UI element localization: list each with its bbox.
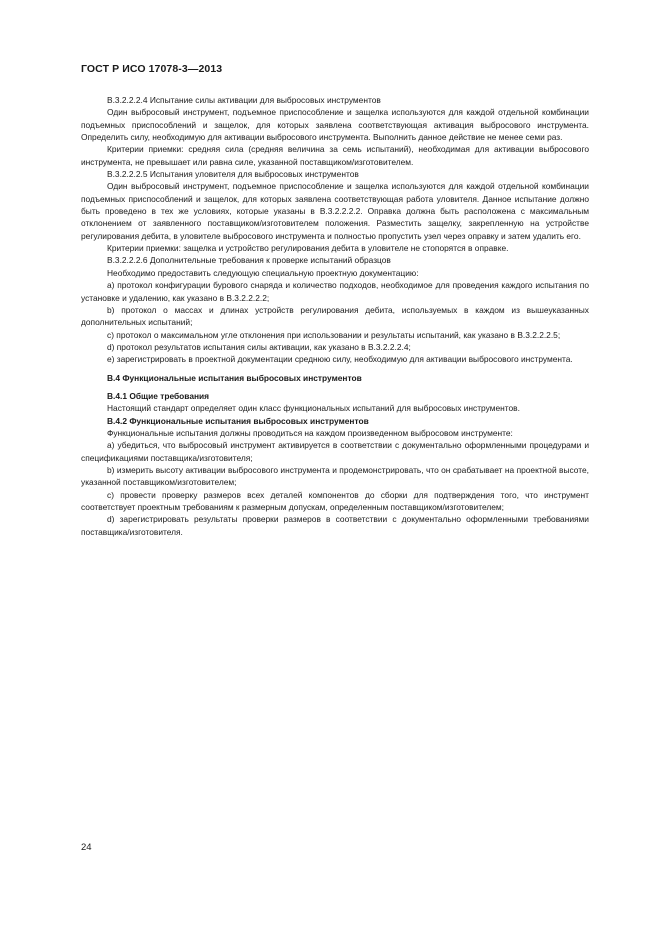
document-header: ГОСТ Р ИСО 17078-3—2013	[81, 63, 223, 75]
list-item: e) зарегистрировать в проектной документации среднюю силу, необходимую для активации выбросового инструмента.	[107, 354, 573, 365]
list-item: b) протокол о массах и длинах устройств регулирования дебита, используемых в каждом из вышеуказанных дополнительных испытаний;	[81, 304, 589, 328]
paragraph: Настоящий стандарт определяет один класс функциональных испытаний для выбросовых инструментов.	[107, 403, 520, 414]
list-item: c) провести проверку размеров всех деталей компонентов до сборки для подтверждения того, что инструмент соответствует проектным требованиям к размерным допускам, определенным поставщиком/изготовителем;	[81, 489, 589, 512]
paragraph: Критерии приемки: защелка и устройство регулирования дебита в уловителе не стопорятся в оправке.	[107, 243, 509, 254]
paragraph: Один выбросовый инструмент, подъемное приспособление и защелка используются для каждой отдельной комбинации подъемных приспособлений и защелок, для которых заявлена соответствующая активация выбросового инструмента. Определить силу, необходимую для активации выбросового инструмента. Выполнить данное действие не менее семи раз.	[81, 107, 589, 143]
paragraph: Функциональные испытания должны проводиться на каждом произведенном выбросовом инструменте:	[107, 427, 513, 438]
section-heading-b4: В.4 Функциональные испытания выбросовых инструментов	[107, 372, 362, 383]
document-body	[81, 94, 589, 538]
subsection-heading-b42: В.4.2 Функциональные испытания выбросовых инструментов	[107, 415, 369, 426]
clause-title-b32226: В.3.2.2.2.6 Дополнительные требования к проверке испытаний образцов	[107, 255, 391, 266]
list-item: а) убедиться, что выбросовый инструмент активируется в соответствии с документально оформленными процедурами и спецификациями поставщика/изготовителя;	[81, 440, 589, 463]
list-item: d) протокол результатов испытания силы активации, как указано в В.3.2.2.2.4;	[107, 341, 411, 352]
paragraph: Необходимо предоставить следующую специальную проектную документацию:	[107, 267, 419, 278]
subsection-heading-b41: В.4.1 Общие требования	[107, 390, 210, 401]
clause-title-b32225: В.3.2.2.2.5 Испытания уловителя для выбросовых инструментов	[107, 169, 359, 180]
list-item: а) протокол конфигурации бурового снаряда и количество подходов, необходимое для проведения каждого испытания по установке и удалению, как указано в В.3.2.2.2.2;	[81, 280, 589, 303]
paragraph: Один выбросовый инструмент, подъемное приспособление и защелка используются для каждой отдельной комбинации подъемных приспособлений и защелок, для которых заявлена соответствующая работа уловителя. Данное испытание должно быть проведено в тех же условиях, которые указаны в В.3.2.2.2.2. Оправка должна быть расположена с максимальным отклонением от заявленного поставщиком/изготовителем положения. Разместить защелку, закрепленную на устройстве регулирования дебита, в уловителе выбросового инструмента и полностью пропустить узел через оправку и затем удалить его.	[81, 181, 589, 241]
list-item: c) протокол о максимальном угле отклонения при использовании и результаты испытаний, как указано в В.3.2.2.2.5;	[107, 329, 561, 340]
list-item: b) измерить высоту активации выбросового инструмента и продемонстрировать, что он срабатывает на проектной высоте, указанной поставщиком/изготовителем;	[81, 464, 589, 488]
page-number: 24	[81, 842, 92, 853]
clause-title-b32224: В.3.2.2.2.4 Испытание силы активации для выбросовых инструментов	[107, 95, 381, 105]
paragraph: Критерии приемки: средняя сила (средняя величина за семь испытаний), необходимая для активации выбросового инструмента, не превышает или равна силе, указанной поставщиком/изготовителем.	[81, 144, 589, 167]
list-item: d) зарегистрировать результаты проверки размеров в соответствии с документально оформленными требованиями поставщика/изготовителя.	[81, 514, 589, 537]
